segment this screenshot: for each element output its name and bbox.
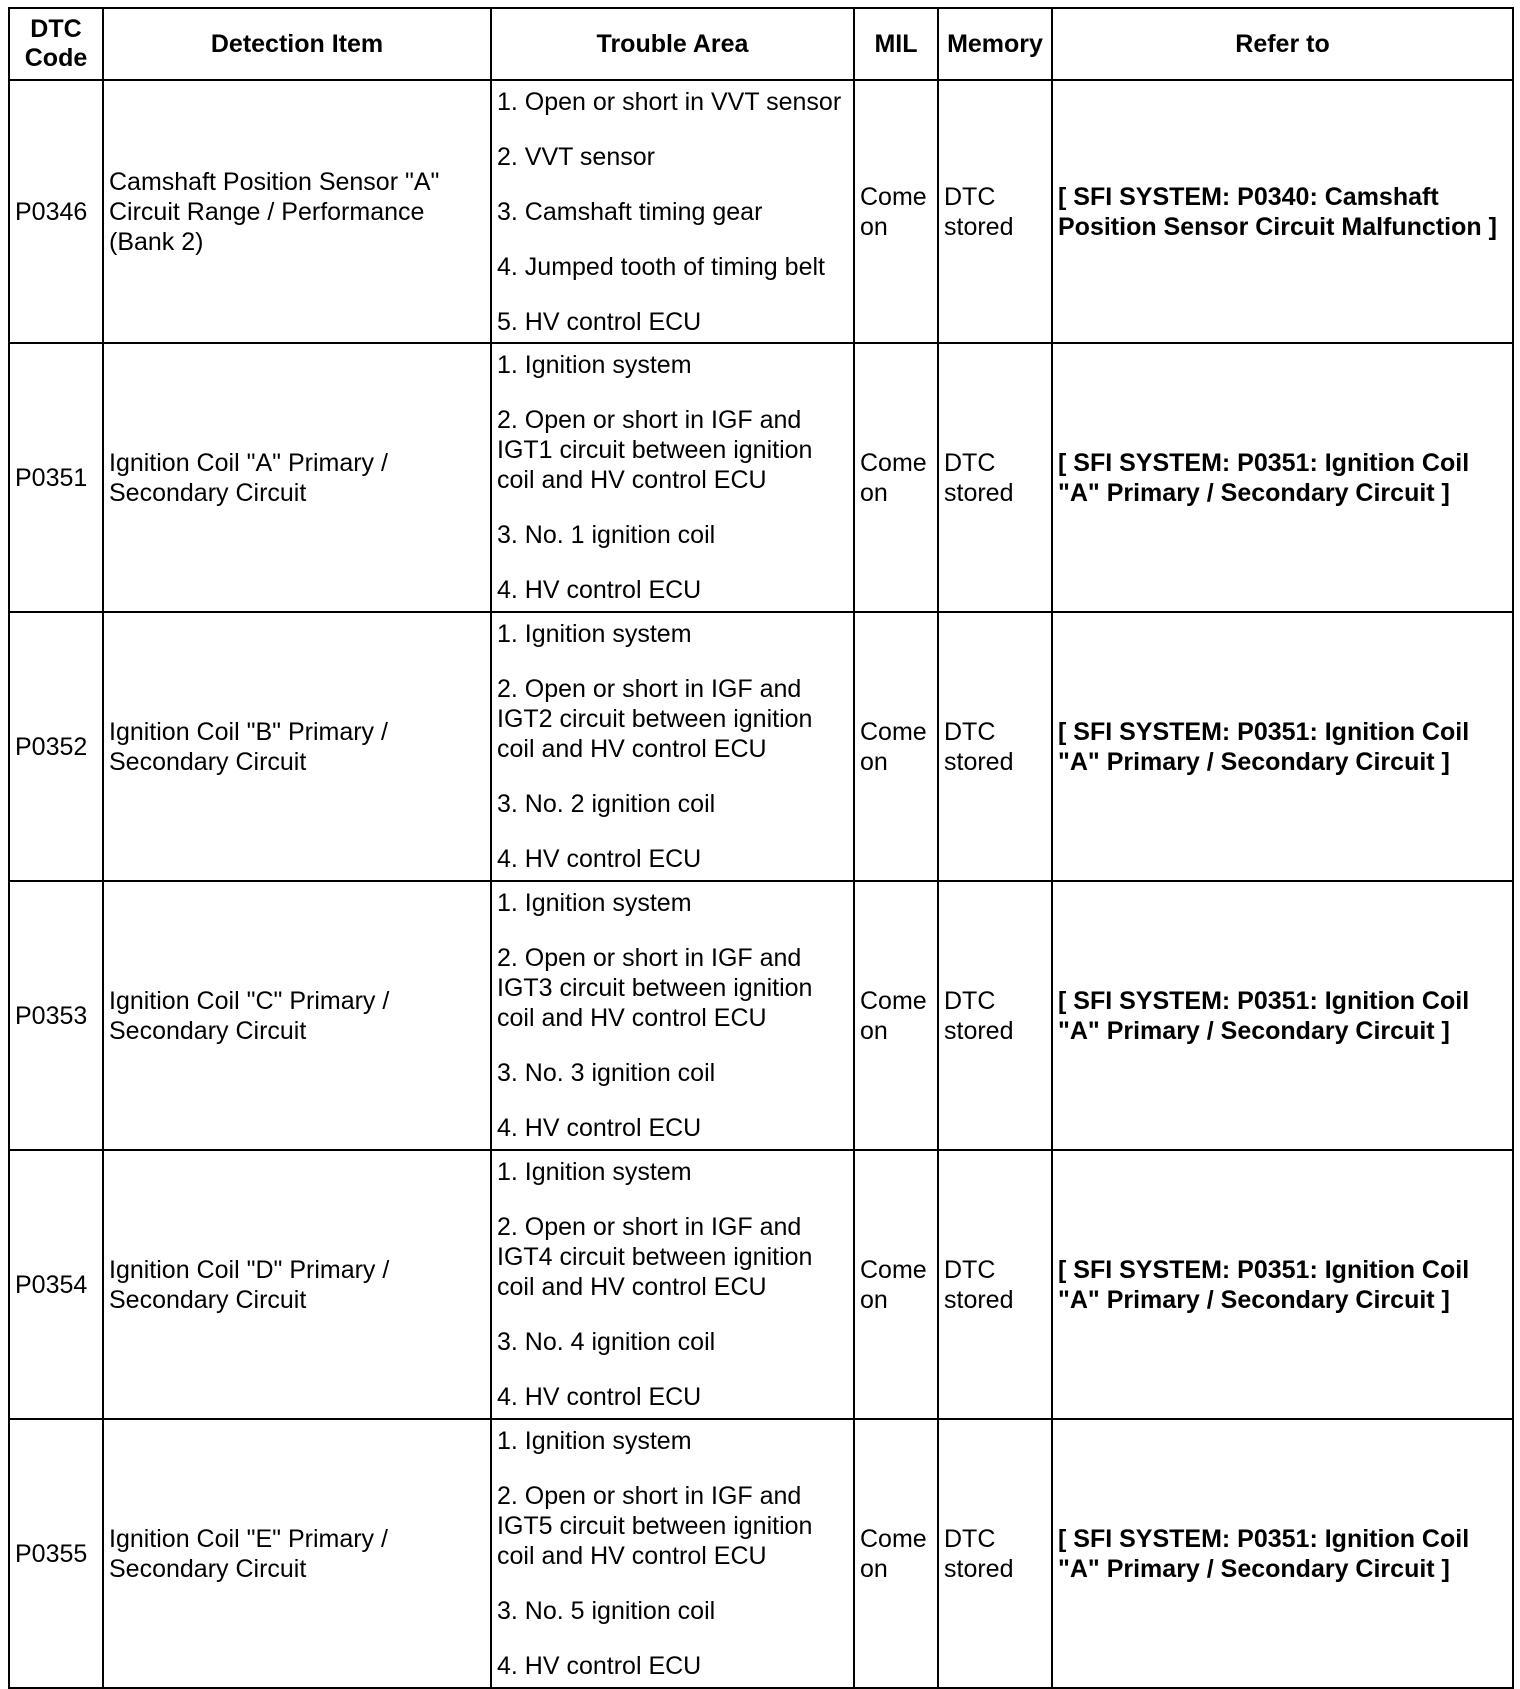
detection-item-cell: Ignition Coil "E" Primary / Secondary Circuit [103,1419,491,1688]
detection-item-cell: Ignition Coil "D" Primary / Secondary Circuit [103,1150,491,1419]
trouble-area-item: 2. Open or short in IGF and IGT5 circuit between ignition coil and HV control ECU [497,1482,813,1570]
header-memory: Memory [938,8,1052,80]
refer-to-link[interactable]: [ SFI SYSTEM: P0351: Ignition Coil "A" Primary / Secondary Circuit ] [1052,343,1513,612]
memory-cell: DTC stored [938,881,1052,1150]
refer-to-link[interactable]: [ SFI SYSTEM: P0340: Camshaft Position Sensor Circuit Malfunction ] [1052,80,1513,343]
dtc-code-cell: P0352 [9,612,103,881]
trouble-area-item: 2. Open or short in IGF and IGT3 circuit between ignition coil and HV control ECU [497,944,813,1032]
mil-cell: Come on [854,343,938,612]
trouble-area-item: 4. HV control ECU [497,1383,702,1411]
trouble-area-list [497,350,848,605]
table-row [9,1419,1513,1688]
table-row [9,343,1513,612]
mil-cell: Come on [854,612,938,881]
trouble-area-item: 3. No. 3 ignition coil [497,1059,716,1087]
header-mil: MIL [854,8,938,80]
mil-cell: Come on [854,80,938,343]
trouble-area-item: 2. Open or short in IGF and IGT2 circuit between ignition coil and HV control ECU [497,675,813,763]
trouble-area-cell [491,881,854,1150]
trouble-area-item: 3. Camshaft timing gear [497,197,763,226]
trouble-area-item: 2. Open or short in IGF and IGT4 circuit between ignition coil and HV control ECU [497,1213,813,1301]
refer-to-link[interactable]: [ SFI SYSTEM: P0351: Ignition Coil "A" Primary / Secondary Circuit ] [1052,612,1513,881]
trouble-area-item: 5. HV control ECU [497,307,702,336]
table-row [9,1150,1513,1419]
dtc-code-cell: P0346 [9,80,103,343]
detection-item-cell: Ignition Coil "A" Primary / Secondary Circuit [103,343,491,612]
trouble-area-item: 4. HV control ECU [497,845,702,873]
table-row [9,612,1513,881]
header-dtc-code [9,8,103,80]
header-dtc-code-line1: DTC [30,15,82,43]
trouble-area-item: 2. VVT sensor [497,142,655,171]
trouble-area-item: 1. Ignition system [497,620,692,648]
table-header [9,8,1513,80]
detection-item-cell: Ignition Coil "B" Primary / Secondary Circuit [103,612,491,881]
trouble-area-item: 3. No. 2 ignition coil [497,790,716,818]
memory-cell: DTC stored [938,1419,1052,1688]
dtc-code-cell: P0355 [9,1419,103,1688]
refer-to-link[interactable]: [ SFI SYSTEM: P0351: Ignition Coil "A" Primary / Secondary Circuit ] [1052,881,1513,1150]
table-body [9,80,1513,1688]
mil-cell: Come on [854,881,938,1150]
refer-to-link[interactable]: [ SFI SYSTEM: P0351: Ignition Coil "A" Primary / Secondary Circuit ] [1052,1150,1513,1419]
dtc-code-cell: P0353 [9,881,103,1150]
mil-cell: Come on [854,1419,938,1688]
trouble-area-cell [491,612,854,881]
trouble-area-item: 1. Ignition system [497,1427,692,1455]
header-row [9,8,1513,80]
table-row [9,80,1513,343]
trouble-area-list [497,1426,848,1681]
trouble-area-item: 1. Ignition system [497,889,692,917]
dtc-code-cell: P0351 [9,343,103,612]
trouble-area-item: 3. No. 4 ignition coil [497,1328,716,1356]
trouble-area-list [497,1157,848,1412]
memory-cell: DTC stored [938,612,1052,881]
detection-item-cell: Camshaft Position Sensor "A" Circuit Range / Performance (Bank 2) [103,80,491,343]
table-row [9,881,1513,1150]
refer-to-link[interactable]: [ SFI SYSTEM: P0351: Ignition Coil "A" Primary / Secondary Circuit ] [1052,1419,1513,1688]
trouble-area-item: 1. Ignition system [497,1158,692,1186]
header-trouble-area: Trouble Area [491,8,854,80]
dtc-code-cell: P0354 [9,1150,103,1419]
trouble-area-cell [491,1419,854,1688]
trouble-area-item: 4. Jumped tooth of timing belt [497,252,825,281]
trouble-area-cell [491,1150,854,1419]
trouble-area-item: 4. HV control ECU [497,1114,702,1142]
trouble-area-item: 3. No. 1 ignition coil [497,521,716,549]
trouble-area-item: 3. No. 5 ignition coil [497,1597,716,1625]
trouble-area-list [497,87,848,337]
trouble-area-item: 1. Open or short in VVT sensor [497,87,842,116]
trouble-area-item: 4. HV control ECU [497,1652,702,1680]
detection-item-cell: Ignition Coil "C" Primary / Secondary Circuit [103,881,491,1150]
header-refer-to: Refer to [1052,8,1513,80]
trouble-area-item: 2. Open or short in IGF and IGT1 circuit between ignition coil and HV control ECU [497,406,813,494]
memory-cell: DTC stored [938,1150,1052,1419]
trouble-area-item: 4. HV control ECU [497,576,702,604]
memory-cell: DTC stored [938,80,1052,343]
memory-cell: DTC stored [938,343,1052,612]
trouble-area-item: 1. Ignition system [497,351,692,379]
dtc-table [8,7,1514,1689]
trouble-area-cell [491,343,854,612]
mil-cell: Come on [854,1150,938,1419]
header-dtc-code-line2: Code [24,44,88,72]
trouble-area-cell [491,80,854,343]
trouble-area-list [497,619,848,874]
trouble-area-list [497,888,848,1143]
header-detection-item: Detection Item [103,8,491,80]
